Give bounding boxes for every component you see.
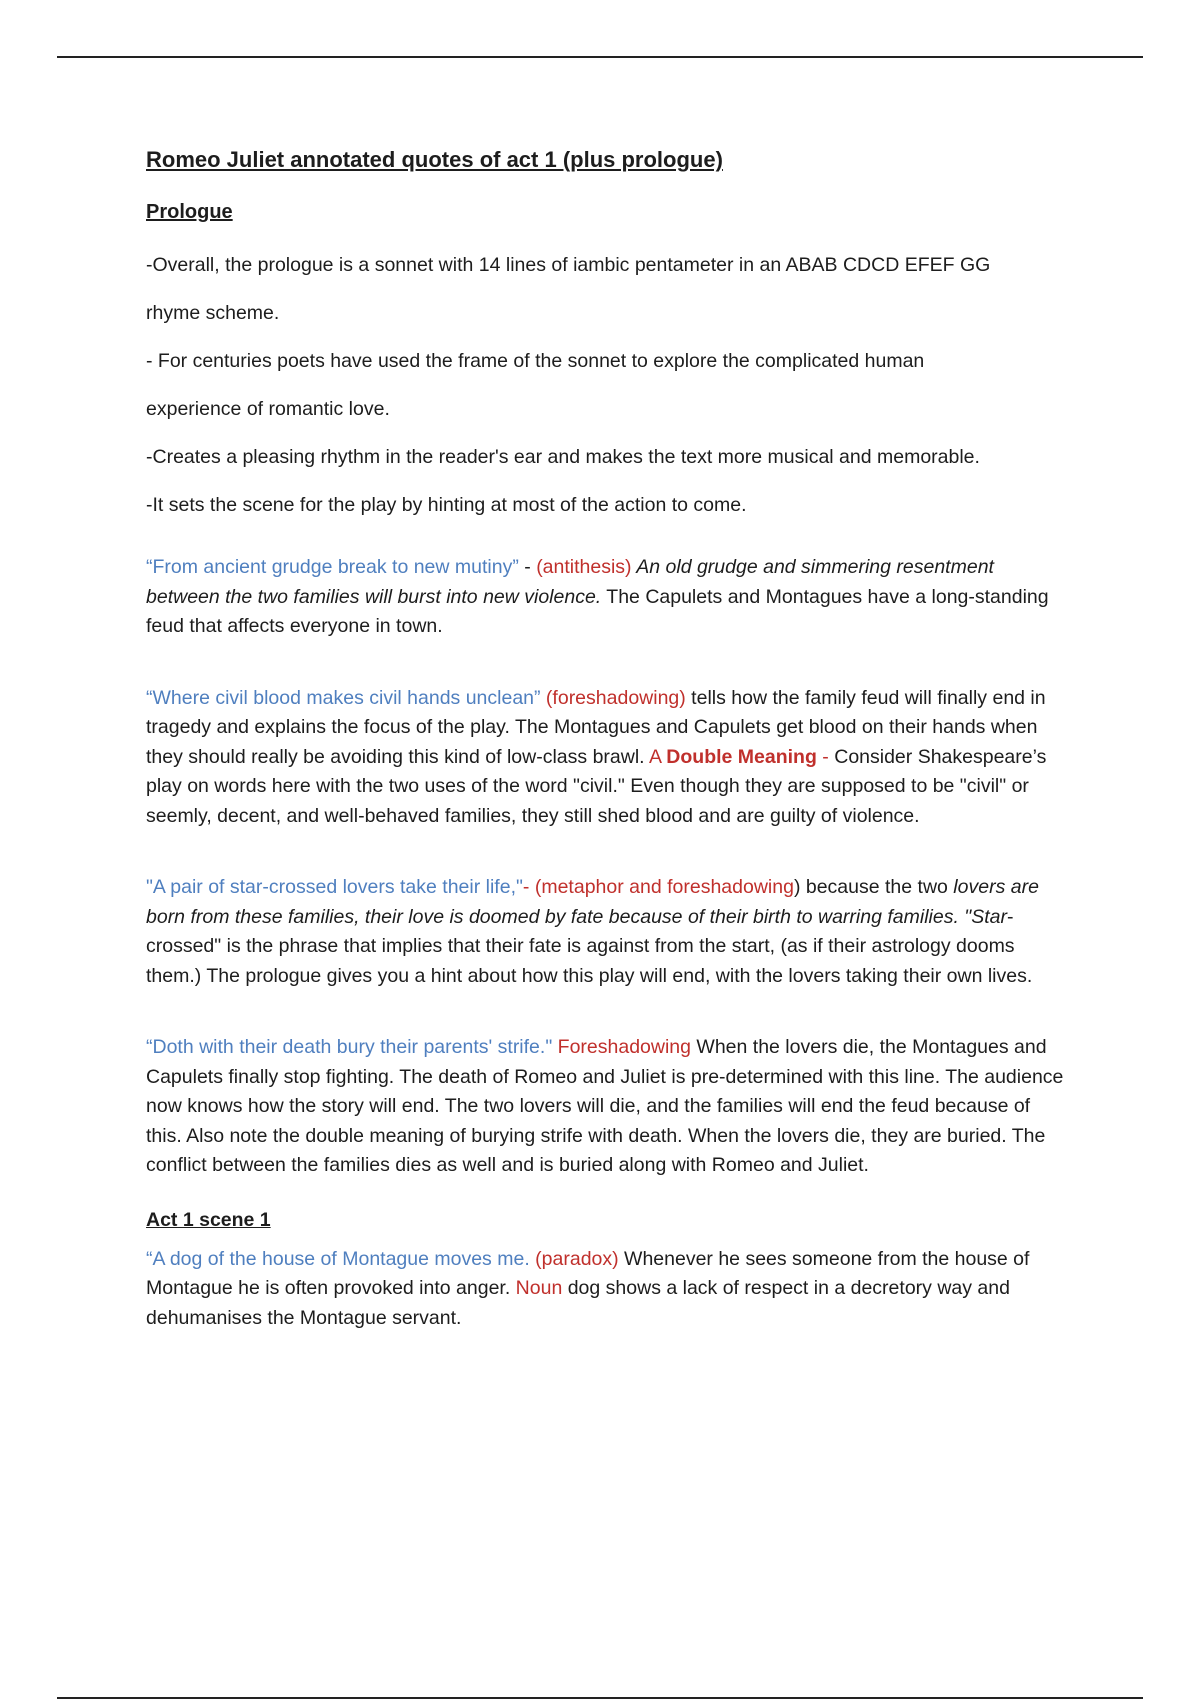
prologue-note: -It sets the scene for the play by hinting at most of the action to come. [146, 494, 747, 516]
annotation-text: When the lovers die, the Montagues and Capulets finally stop fighting. The death of Romeo and Juliet is pre-determined with this line. The audience now knows how the story will end. The two lovers will die, and the families will end the feud because of this. Also note the double meaning of burying strife with death. When the lovers die, they are buried. The conflict between the families dies as well and is buried along with Romeo and Juliet. [146, 1036, 1064, 1176]
technique-label: (foreshadowing) [540, 686, 686, 709]
document-page [146, 143, 1066, 1333]
quote-text: “A dog of the house of Montague moves me. [146, 1247, 530, 1270]
prologue-note: -Creates a pleasing rhythm in the reader's ear and makes the text more musical and memorable. [146, 446, 980, 468]
prologue-heading: Prologue [146, 201, 233, 223]
technique-close: ) [793, 876, 801, 898]
annotation-paragraph [146, 553, 1066, 642]
annotation-text: tells how the family feud will finally end in tragedy and explains the focus of the play. The Montagues and Capulets get blood on their hands when they should really be avoiding this kind of low-class brawl. [146, 686, 1046, 768]
quote-text: “From ancient grudge break to new mutiny” [146, 556, 519, 578]
technique-dash: - [816, 745, 835, 768]
italic-text: "Star [958, 905, 1007, 928]
technique-label: (metaphor and foreshadowing [534, 876, 794, 898]
annotation-paragraph [146, 1033, 1066, 1181]
technique-label-bold: Double Meaning [666, 745, 817, 768]
annotation-paragraph [146, 684, 1066, 832]
prologue-note: - For centuries poets have used the frame of the sonnet to explore the complicated human [146, 350, 925, 372]
technique-label: (antithesis) [536, 556, 632, 578]
technique-label: Noun [515, 1277, 563, 1299]
top-rule [57, 56, 1143, 58]
bottom-rule [57, 1697, 1143, 1699]
italic-text: lovers are born from these families, their love is doomed by fate because of their birth to warring families. [146, 876, 1039, 928]
annotation-text: Whenever he sees someone from the house of Montague he is often provoked into anger. [146, 1247, 1030, 1299]
annotation-paragraph [146, 1245, 1066, 1334]
annotation-text: -crossed" is the phrase that implies that their fate is against from the start, (as if their astrology dooms them.) The prologue gives you a hint about how this play will end, with the lovers taking their own lives. [146, 905, 1033, 987]
act1-heading: Act 1 scene 1 [146, 1208, 271, 1231]
separator: - [518, 556, 537, 578]
prologue-note: -Overall, the prologue is a sonnet with 14 lines of iambic pentameter in an ABAB CDCD EFEF GG [146, 254, 991, 276]
quote-text: “Doth with their death bury their parents' strife." [146, 1036, 553, 1058]
italic-text: An old grudge and simmering resentment between the two families will burst into new violence. [146, 556, 994, 608]
document-title: Romeo Juliet annotated quotes of act 1 (plus prologue) [146, 147, 723, 172]
annotation-text: The Capulets and Montagues have a long-standing feud that affects everyone in town. [146, 585, 1049, 637]
annotation-text: Consider Shakespeare’s play on words here with the two uses of the word "civil." Even though they are supposed to be "civil" or seemly, decent, and well-behaved families, they still shed blood and are guilty of violence. [146, 745, 1047, 827]
prologue-note: experience of romantic love. [146, 398, 390, 420]
technique-label: Foreshadowing [552, 1036, 691, 1058]
annotation-paragraph [146, 873, 1066, 991]
quote-text: "A pair of star-crossed lovers take their life," [146, 876, 523, 898]
prologue-note: rhyme scheme. [146, 302, 280, 324]
separator: - [522, 876, 535, 898]
technique-label: A [648, 745, 667, 768]
annotation-text: because the two [800, 876, 954, 898]
quote-text: “Where civil blood makes civil hands unclean” [146, 686, 541, 709]
technique-label: (paradox) [529, 1247, 619, 1270]
annotation-text: dog shows a lack of respect in a decretory way and dehumanises the Montague servant. [146, 1277, 1010, 1329]
